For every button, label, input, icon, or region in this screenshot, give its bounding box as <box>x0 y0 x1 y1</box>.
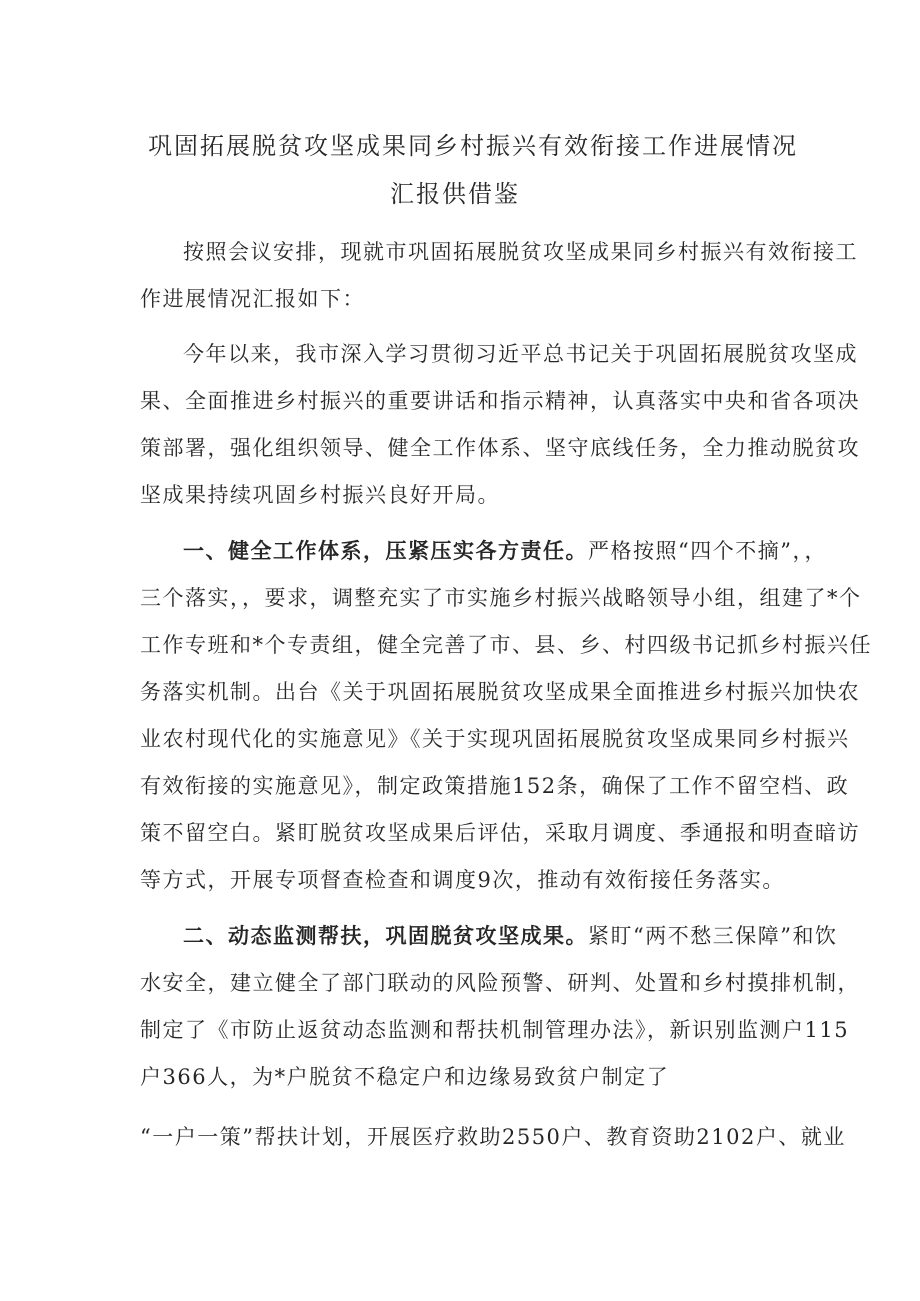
paragraph-2-line-1: 今年以来，我市深入学习贯彻习近平总书记关于巩固拓展脱贫攻坚成 <box>183 342 858 366</box>
paragraph-1-line-1: 按照会议安排，现就市巩固拓展脱贫攻坚成果同乡村振兴有效衔接工 <box>183 240 858 264</box>
paragraph-3-line-5: 业农村现代化的实施意见》《关于实现巩固拓展脱贫攻坚成果同乡村振兴 <box>140 727 850 751</box>
paragraph-1-line-2: 作进展情况汇报如下： <box>140 287 365 311</box>
paragraph-2-line-3: 策部署，强化组织领导、健全工作体系、坚守底线任务，全力推动脱贫攻 <box>140 436 860 460</box>
paragraph-3-line-4: 务落实机制。出台《关于巩固拓展脱贫攻坚成果全面推进乡村振兴加快农 <box>140 680 860 704</box>
document-title-line-2: 汇报供借鉴 <box>390 180 520 208</box>
paragraph-3-line-6: 有效衔接的实施意见》，制定政策措施152条，确保了工作不留空档、政 <box>140 774 850 798</box>
section-1-heading: 一、健全工作体系，压紧压实各方责任。 <box>183 538 588 563</box>
paragraph-3-line-1-text: 严格按照“四个不摘”，， <box>588 539 827 563</box>
paragraph-4-line-1-text: 紧盯“两不愁三保障”和饮 <box>588 924 838 948</box>
paragraph-4-line-1 <box>183 922 837 950</box>
paragraph-3-line-1 <box>183 537 827 565</box>
paragraph-3-line-8: 等方式，开展专项督查检查和调度9次，推动有效衔接任务落实。 <box>140 868 785 892</box>
paragraph-3-line-7: 策不留空白。紧盯脱贫攻坚成果后评估，采取月调度、季通报和明查暗访 <box>140 821 860 845</box>
paragraph-2-line-4: 坚成果持续巩固乡村振兴良好开局。 <box>140 483 500 507</box>
paragraph-4-line-2: 水安全，建立健全了部门联动的风险预警、研判、处置和乡村摸排机制， <box>140 971 860 995</box>
section-2-heading: 二、动态监测帮扶，巩固脱贫攻坚成果。 <box>183 923 588 948</box>
document-title-line-1: 巩固拓展脱贫攻坚成果同乡村振兴有效衔接工作进展情况 <box>148 132 798 160</box>
paragraph-3-line-2: 三个落实，，要求，调整充实了市实施乡村振兴战略领导小组，组建了*个 <box>140 586 862 610</box>
paragraph-2-line-2: 果、全面推进乡村振兴的重要讲话和指示精神，认真落实中央和省各项决 <box>140 389 860 413</box>
paragraph-3-line-3: 工作专班和*个专责组，健全完善了市、县、乡、村四级书记抓乡村振兴任 <box>140 633 872 657</box>
paragraph-5-line-1: “一户一策”帮扶计划，开展医疗救助2550户、教育资助2102户、就业 <box>140 1125 846 1149</box>
paragraph-4-line-3: 制定了《市防止返贫动态监测和帮扶机制管理办法》，新识别监测户115 <box>140 1018 850 1042</box>
paragraph-4-line-4: 户366人，为*户脱贫不稳定户和边缘易致贫户制定了 <box>140 1065 670 1089</box>
